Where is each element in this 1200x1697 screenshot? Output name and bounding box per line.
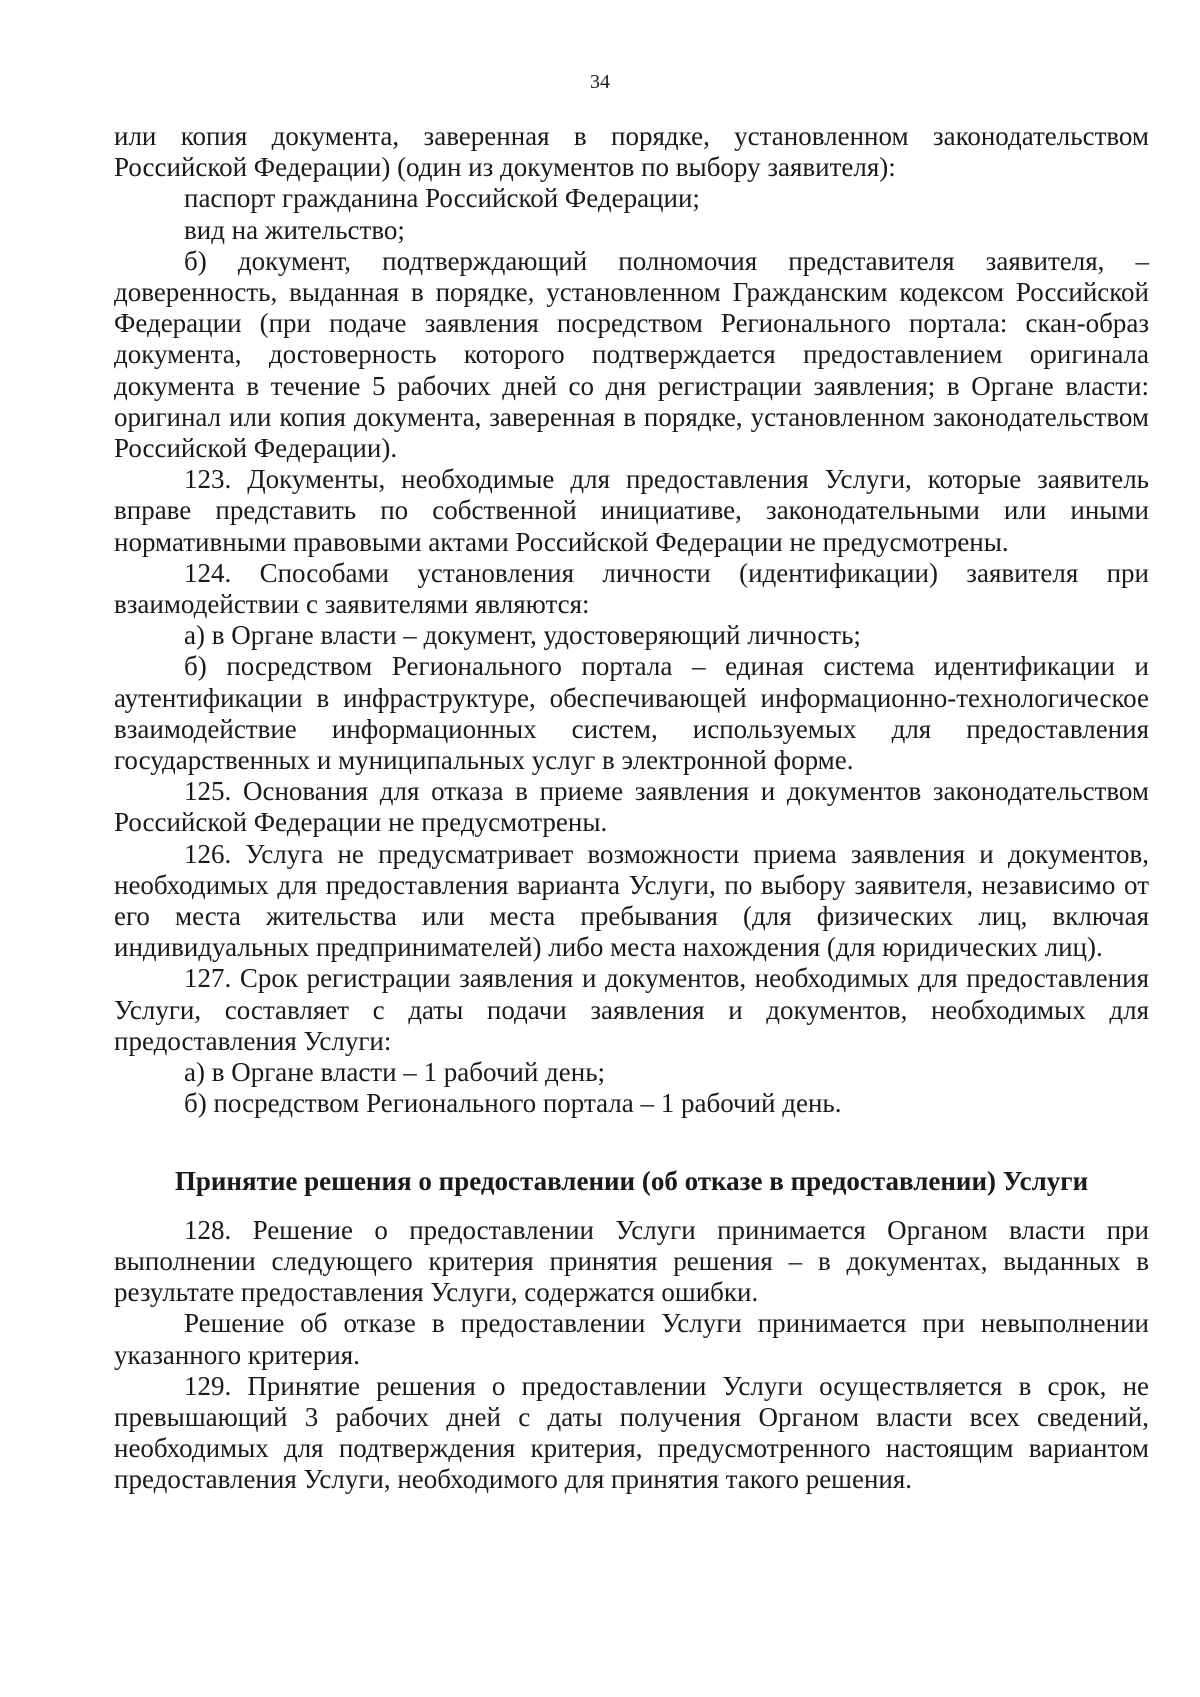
paragraph-127-b: б) посредством Регионального портала – 1 рабочий день. — [184, 1088, 842, 1119]
paragraph-127-a: а) в Органе власти – 1 рабочий день; — [184, 1057, 606, 1088]
paragraph-127: 127. Срок регистрации заявления и документов, необходимых для предоставления Услуги, составляет с даты подачи заявления и документов, необходимых для предоставления Услуги: — [114, 963, 1149, 1056]
page-number: 34 — [590, 71, 610, 93]
paragraph-125: 125. Основания для отказа в приеме заявления и документов законодательством Российской Федерации не предусмотрены. — [114, 776, 1149, 838]
paragraph-124-b: б) посредством Регионального портала – единая система идентификации и аутентификации в инфраструктуре, обеспечивающей информационно-технологическое взаимодействие информационных систем, используемых для предоставления государственных и муниципальных услуг в электронной форме. — [114, 651, 1149, 776]
list-item-residence-permit: вид на жительство; — [184, 214, 405, 245]
paragraph-123: 123. Документы, необходимые для предоставления Услуги, которые заявитель вправе представить по собственной инициативе, законодательными или иными нормативными правовыми актами Российской Федерации не предусмотрены. — [114, 464, 1149, 557]
list-item-passport: паспорт гражданина Российской Федерации; — [184, 183, 700, 214]
paragraph-continuation: или копия документа, заверенная в порядке, установленном законодательством Российской Федерации) (один из документов по выбору заявителя): — [114, 121, 1149, 183]
paragraph-refusal: Решение об отказе в предоставлении Услуги принимается при невыполнении указанного критерия. — [114, 1308, 1149, 1370]
paragraph-124: 124. Способами установления личности (идентификации) заявителя при взаимодействии с заявителями являются: — [114, 557, 1149, 620]
paragraph-power-of-attorney: б) документ, подтверждающий полномочия представителя заявителя, – доверенность, выданная в порядке, установленном Гражданским кодексом Российской Федерации (при подаче заявления посредством Регионального портала: скан-образ документа, достоверность которого подтверждается предоставлением оригинала документа в течение 5 рабочих дней со дня регистрации заявления; в Органе власти: оригинал или копия документа, заверенная в порядке, установленном законодательством Российской Федерации). — [114, 245, 1149, 464]
paragraph-128: 128. Решение о предоставлении Услуги принимается Органом власти при выполнении следующего критерия принятия решения – в документах, выданных в результате предоставления Услуги, содержатся ошибки. — [114, 1214, 1149, 1308]
paragraph-124-a: а) в Органе власти – документ, удостоверяющий личность; — [184, 620, 861, 651]
paragraph-126: 126. Услуга не предусматривает возможности приема заявления и документов, необходимых для предоставления варианта Услуги, по выбору заявителя, независимо от его места жительства или места пребывания (для физических лиц, включая индивидуальных предпринимателей) либо места нахождения (для юридических лиц). — [114, 838, 1149, 963]
document-body — [114, 121, 1149, 1496]
section-heading: Принятие решения о предоставлении (об отказе в предоставлении) Услуги — [174, 1165, 1089, 1196]
paragraph-129: 129. Принятие решения о предоставлении Услуги осуществляется в срок, не превышающий 3 рабочих дней с даты получения Органом власти всех сведений, необходимых для подтверждения критерия, предусмотренного настоящим вариантом предоставления Услуги, необходимого для принятия такого решения. — [114, 1370, 1149, 1495]
